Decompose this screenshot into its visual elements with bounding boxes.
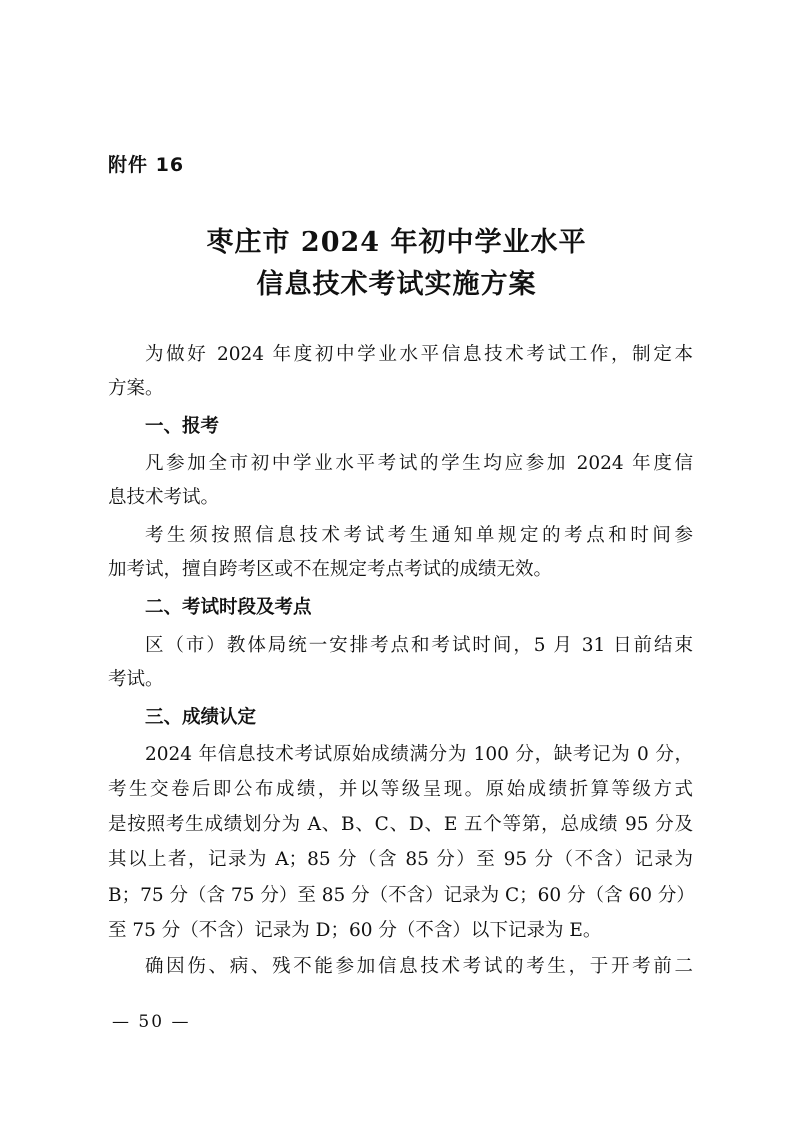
section-3-paragraph-2-line-1: 确因伤、病、残不能参加信息技术考试的考生，于开考前二 [145,956,693,977]
section-1-paragraph-1-line-2: 息技术考试。 [108,487,220,508]
section-1-heading: 一、报考 [145,416,220,437]
document-title-line-2: 信息技术考试实施方案 [256,269,537,300]
section-3-heading: 三、成绩认定 [145,707,257,728]
section-1-paragraph-1-line-1: 凡参加全市初中学业水平考试的学生均应参加 2024 年度信 [145,453,693,474]
document-title-line-1: 枣庄市 2024 年初中学业水平 [206,227,587,258]
section-3-paragraph-line-5: B；75 分（含 75 分）至 85 分（不含）记录为 C；60 分（含 60 分） [108,885,695,906]
section-2-paragraph-line-2: 考试。 [108,669,164,690]
section-3-paragraph-line-2: 考生交卷后即公布成绩，并以等级呈现。原始成绩折算等级方式 [108,779,693,800]
attachment-label: 附件 16 [108,154,185,176]
section-1-paragraph-2-line-1: 考生须按照信息技术考试考生通知单规定的考点和时间参 [145,525,693,546]
section-2-paragraph-line-1: 区（市）教体局统一安排考点和考试时间，5 月 31 日前结束 [145,635,693,656]
section-3-paragraph-line-3: 是按照考生成绩划分为 A、B、C、D、E 五个等第，总成绩 95 分及 [108,814,693,835]
intro-line-2: 方案。 [108,378,164,399]
section-1-paragraph-2-line-2: 加考试，擅自跨考区或不在规定考点考试的成绩无效。 [108,559,553,580]
page-number: — 50 — [112,1012,191,1032]
section-3-paragraph-line-6: 至 75 分（不含）记录为 D；60 分（不含）以下记录为 E。 [108,920,602,941]
section-3-paragraph-line-4: 其以上者，记录为 A；85 分（含 85 分）至 95 分（不含）记录为 [108,849,693,870]
intro-line-1: 为做好 2024 年度初中学业水平信息技术考试工作，制定本 [145,344,693,365]
section-2-heading: 二、考试时段及考点 [145,597,312,618]
section-3-paragraph-line-1: 2024 年信息技术考试原始成绩满分为 100 分，缺考记为 0 分， [145,744,693,765]
